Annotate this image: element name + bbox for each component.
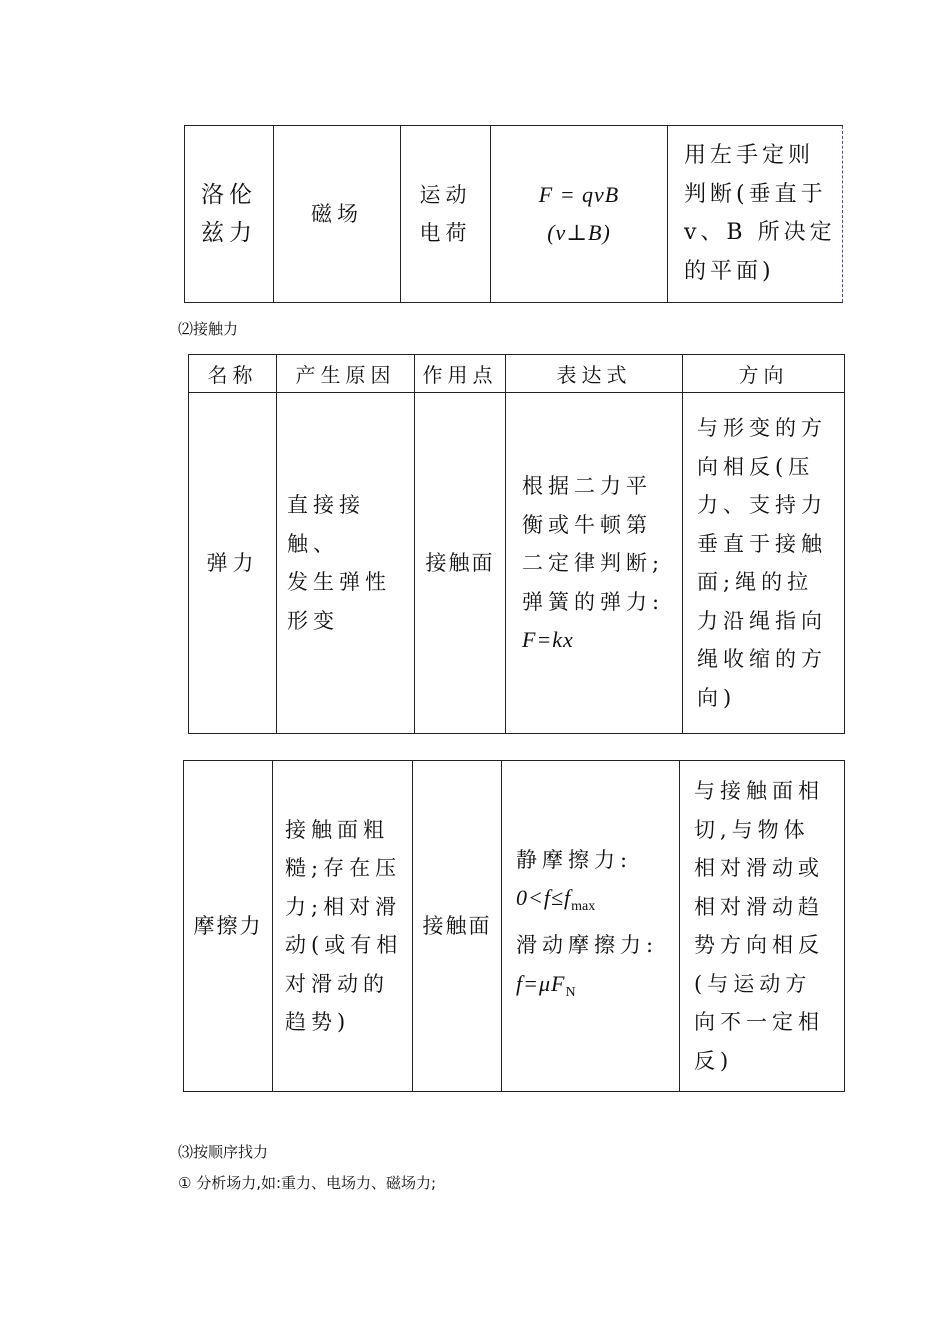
friction-acting-point: 接触面 <box>422 913 492 938</box>
elastic-expression-text: 根据二力平 衡或牛顿第 二定律判断; 弹簧的弹力: <box>522 474 665 614</box>
lorentz-cause-cell <box>274 126 401 303</box>
lorentz-name: 洛伦 兹力 <box>201 181 257 246</box>
header-cause: 产生原因 <box>277 355 415 393</box>
static-friction-formula-main: 0<f≤f <box>516 885 572 910</box>
elastic-formula: F=kx <box>522 627 574 652</box>
friction-cause-cell <box>273 761 413 1092</box>
friction-expression-cell <box>502 761 680 1092</box>
lorentz-force-table <box>184 125 843 303</box>
section-3-title: ⑶按顺序找力 <box>178 1143 269 1161</box>
header-name: 名称 <box>189 355 277 393</box>
lorentz-acting-point-cell <box>401 126 491 303</box>
lorentz-direction-cell <box>668 126 843 303</box>
friction-name-cell <box>184 761 273 1092</box>
lorentz-formula-condition: (v⊥B) <box>547 220 611 245</box>
lorentz-acting-point: 运动 电荷 <box>419 182 472 245</box>
sliding-friction-formula-main: f=μF <box>516 970 566 996</box>
header-expression: 表达式 <box>506 355 683 393</box>
contact-force-table <box>188 354 845 734</box>
section-3-item-1: ① 分析场力,如:重力、电场力、磁场力; <box>178 1174 437 1192</box>
lorentz-cause: 磁场 <box>311 201 363 226</box>
lorentz-formula-cell <box>491 126 668 303</box>
friction-name: 摩擦力 <box>193 913 263 938</box>
elastic-name: 弹力 <box>206 550 259 575</box>
elastic-acting-point-cell <box>415 393 506 734</box>
lorentz-direction: 用左手定则 判断(垂直于 v、B 所决定 的平面) <box>684 143 836 284</box>
sliding-friction-formula <box>516 965 679 1012</box>
friction-acting-point-cell <box>413 761 502 1092</box>
friction-direction: 与接触面相 切,与物体 相对滑动或 相对滑动趋 势方向相反 (与运动方 向不一定相 反) <box>694 779 824 1073</box>
section-2-title: ⑵接触力 <box>178 320 239 338</box>
elastic-direction: 与形变的方 向相反(压 力、支持力 垂直于接触 面;绳的拉 力沿绳指向 绳收缩的方 向) <box>697 416 827 710</box>
sliding-friction-label: 滑动摩擦力: <box>516 933 659 957</box>
elastic-cause-cell <box>277 393 415 734</box>
header-acting-point: 作用点 <box>415 355 506 393</box>
elastic-expression-cell <box>506 393 683 734</box>
elastic-cause: 直接接触、 发生弹性 形变 <box>287 493 391 633</box>
sliding-friction-formula-sub: N <box>565 984 576 1000</box>
static-friction-formula-sub: max <box>571 899 596 914</box>
elastic-direction-cell <box>683 393 845 734</box>
friction-table <box>183 760 845 1092</box>
static-friction-label: 静摩擦力: <box>516 847 633 872</box>
elastic-name-cell <box>189 393 277 734</box>
static-friction-formula <box>516 879 679 926</box>
friction-cause: 接触面粗 糙;存在压 力;相对滑 动(或有相 对滑动的 趋势) <box>285 817 403 1034</box>
lorentz-name-cell <box>185 126 274 303</box>
header-direction: 方向 <box>683 355 845 393</box>
lorentz-formula: F = qvB <box>538 182 620 207</box>
elastic-acting-point: 接触面 <box>425 550 495 575</box>
friction-direction-cell <box>680 761 845 1092</box>
